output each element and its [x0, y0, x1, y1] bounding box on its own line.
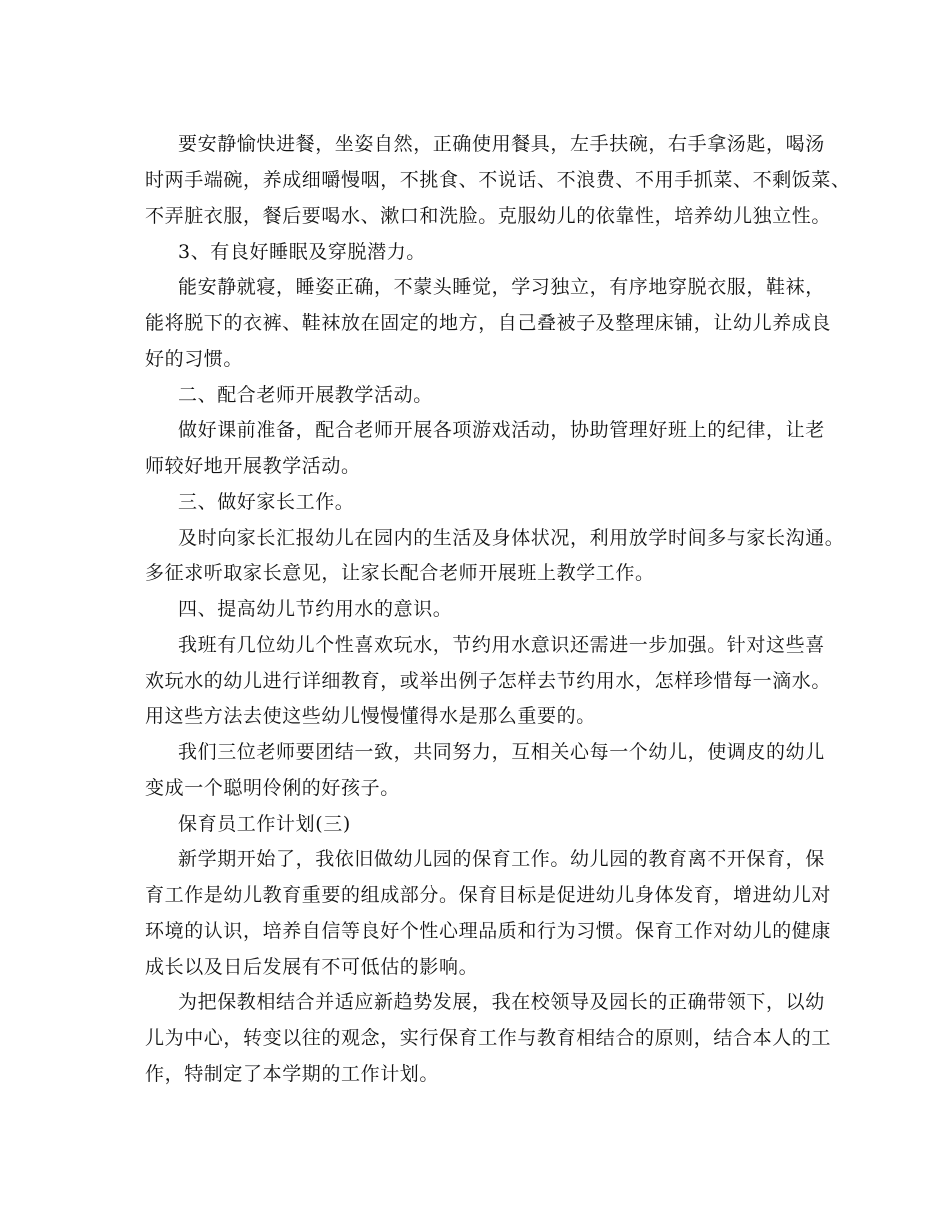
- text-line: 儿为中心，转变以往的观念，实行保育工作与教育相结合的原则，结合本人的工: [145, 1027, 832, 1049]
- document-title: 保育员工作计划(三): [178, 813, 351, 835]
- text-line: 能将脱下的衣裤、鞋袜放在固定的地方，自己叠被子及整理床铺，让幼儿养成良: [145, 312, 832, 334]
- section-heading: 二、配合老师开展教学活动。: [178, 384, 433, 406]
- text-line: 不弄脏衣服，餐后要喝水、漱口和洗脸。克服幼儿的依靠性，培养幼儿独立性。: [145, 205, 832, 227]
- text-line: 我们三位老师要团结一致，共同努力，互相关心每一个幼儿，使调皮的幼儿: [178, 741, 825, 763]
- text-line: 育工作是幼儿教育重要的组成部分。保育目标是促进幼儿身体发育，增进幼儿对: [145, 884, 832, 906]
- text-line: 做好课前准备，配合老师开展各项游戏活动，协助管理好班上的纪律，让老: [178, 419, 825, 441]
- text-line: 师较好地开展教学活动。: [145, 455, 361, 477]
- text-line: 作，特制定了本学期的工作计划。: [145, 1063, 440, 1085]
- text-line: 环境的认识，培养自信等良好个性心理品质和行为习惯。保育工作对幼儿的健康: [145, 920, 832, 942]
- text-line: 欢玩水的幼儿进行详细教育，或举出例子怎样去节约用水，怎样珍惜每一滴水。: [145, 670, 832, 692]
- text-line: 要安静愉快进餐，坐姿自然，正确使用餐具，左手扶碗，右手拿汤匙，喝汤: [178, 133, 825, 155]
- text-line: 新学期开始了，我依旧做幼儿园的保育工作。幼儿园的教育离不开保育，保: [178, 848, 825, 870]
- text-line: 为把保教相结合并适应新趋势发展，我在校领导及园长的正确带领下，以幼: [178, 991, 825, 1013]
- text-line: 用这些方法去使这些幼儿慢慢懂得水是那么重要的。: [145, 705, 596, 727]
- section-heading: 四、提高幼儿节约用水的意识。: [178, 598, 453, 620]
- text-line: 及时向家长汇报幼儿在园内的生活及身体状况，利用放学时间多与家长沟通。: [178, 527, 845, 549]
- text-line: 变成一个聪明伶俐的好孩子。: [145, 777, 400, 799]
- text-line: 成长以及日后发展有不可低估的影响。: [145, 956, 479, 978]
- list-heading: 3、有良好睡眠及穿脱潜力。: [178, 241, 426, 263]
- text-line: 多征求听取家长意见，让家长配合老师开展班上教学工作。: [145, 562, 655, 584]
- text-line: 好的习惯。: [145, 348, 244, 370]
- text-line: 能安静就寝，睡姿正确，不蒙头睡觉，学习独立，有序地穿脱衣服，鞋袜，: [178, 276, 825, 298]
- text-line: 时两手端碗，养成细嚼慢咽，不挑食、不说话、不浪费、不用手抓菜、不剩饭菜、: [145, 169, 851, 191]
- text-line: 我班有几位幼儿个性喜欢玩水，节约用水意识还需进一步加强。针对这些喜: [178, 634, 825, 656]
- section-heading: 三、做好家长工作。: [178, 491, 355, 513]
